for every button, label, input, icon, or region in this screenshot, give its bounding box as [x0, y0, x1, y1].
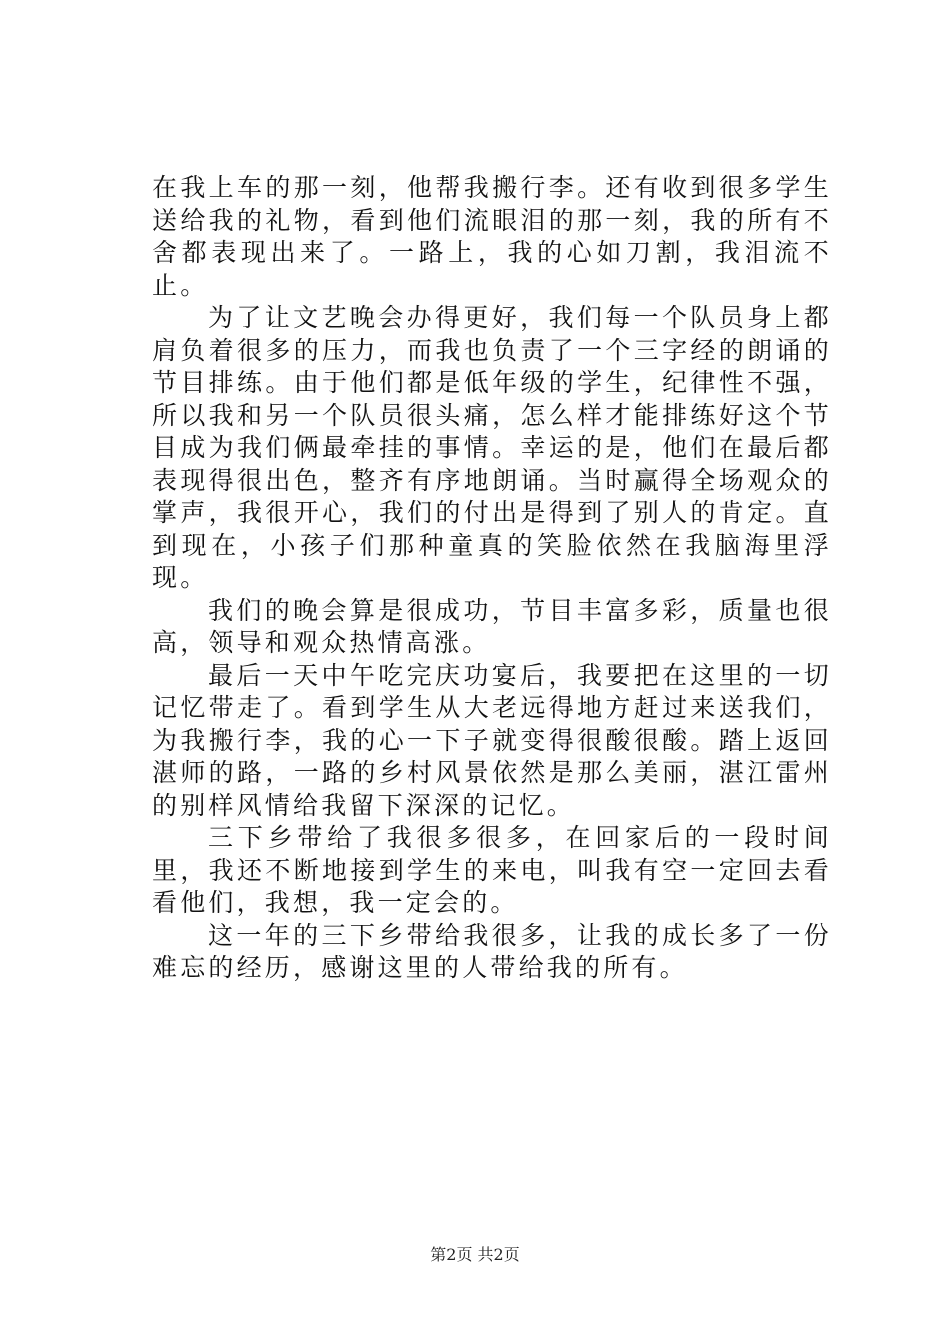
paragraph-4: 最后一天中午吃完庆功宴后，我要把在这里的一切记忆带走了。看到学生从大老远得地方赶过来送我们，为我搬行李，我的心一下子就变得很酸很酸。踏上返回湛师的路，一路的乡村风景依然是那么美丽，湛江雷州的别样风情给我留下深深的记忆。 — [152, 660, 832, 820]
paragraph-1: 在我上车的那一刻，他帮我搬行李。还有收到很多学生送给我的礼物，看到他们流眼泪的那一刻，我的所有不舍都表现出来了。一路上，我的心如刀割，我泪流不止。 — [152, 173, 832, 300]
paragraph-6: 这一年的三下乡带给我很多，让我的成长多了一份难忘的经历，感谢这里的人带给我的所有。 — [152, 920, 832, 982]
paragraph-3: 我们的晚会算是很成功，节目丰富多彩，质量也很高，领导和观众热情高涨。 — [152, 595, 832, 657]
paragraph-5: 三下乡带给了我很多很多，在回家后的一段时间里，我还不断地接到学生的来电，叫我有空一定回去看看他们，我想，我一定会的。 — [152, 823, 832, 917]
paragraph-2: 为了让文艺晚会办得更好，我们每一个队员身上都肩负着很多的压力，而我也负责了一个三字经的朗诵的节目排练。由于他们都是低年级的学生，纪律性不强，所以我和另一个队员很头痛，怎么样才能排练好这个节目成为我们俩最牵挂的事情。幸运的是，他们在最后都表现得很出色，整齐有序地朗诵。当时赢得全场观众的掌声，我很开心，我们的付出是得到了别人的肯定。直到现在，小孩子们那种童真的笑脸依然在我脑海里浮现。 — [152, 303, 832, 592]
document-body — [152, 172, 832, 985]
page-number-footer: 第2页 共2页 — [430, 1245, 520, 1264]
